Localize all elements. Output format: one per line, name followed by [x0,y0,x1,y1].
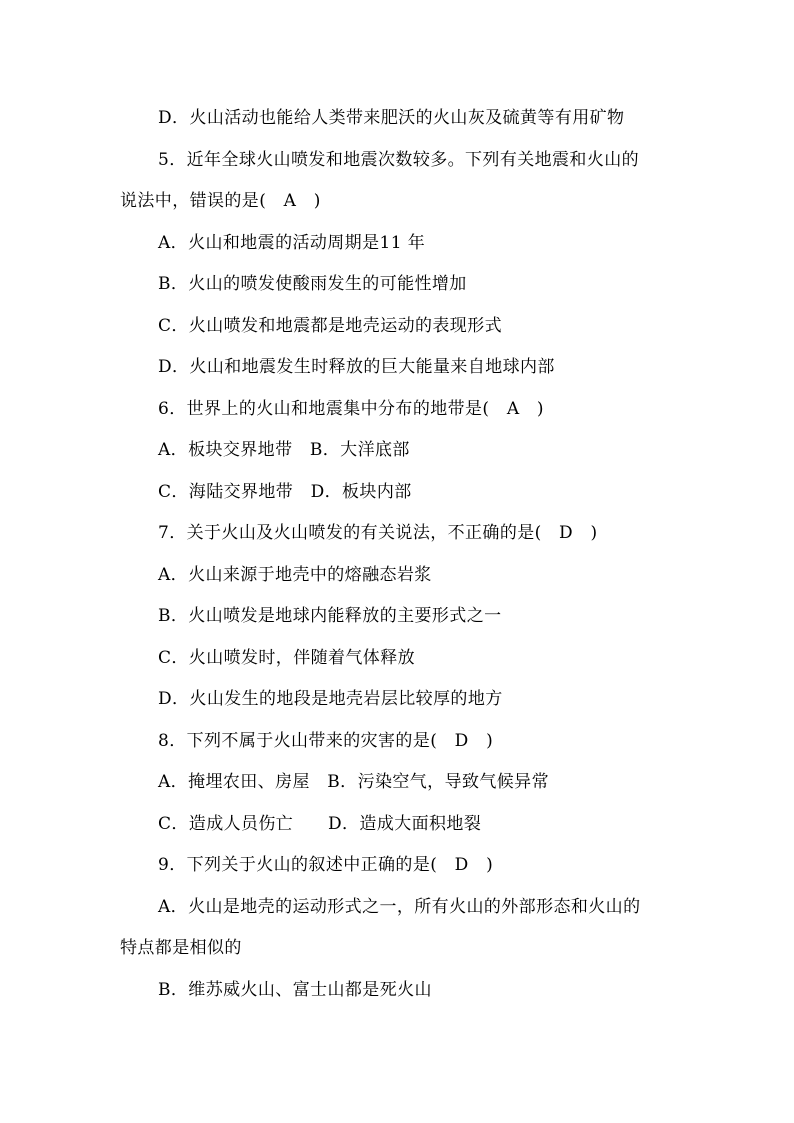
option-c-q5: C．火山喷发和地震都是地壳运动的表现形式 [158,316,503,336]
option-a-q5: A．火山和地震的活动周期是11 年 [158,233,426,253]
question-5-stem-cont: 说法中，错误的是( A ) [120,191,321,211]
option-d-q7: D．火山发生的地段是地壳岩层比较厚的地方 [158,689,503,709]
option-d-q5: D．火山和地震发生时释放的巨大能量来自地球内部 [158,357,555,377]
option-d-q4: D．火山活动也能给人类带来肥沃的火山灰及硫黄等有用矿物 [158,108,625,128]
question-9-stem: 9．下列关于火山的叙述中正确的是( D ) [158,855,494,875]
option-a-q7: A．火山来源于地壳中的熔融态岩浆 [158,565,432,585]
options-cd-q8: C．造成人员伤亡 D．造成大面积地裂 [158,814,482,834]
question-6-stem: 6．世界上的火山和地震集中分布的地带是( A ) [158,399,544,419]
question-7-stem: 7．关于火山及火山喷发的有关说法，不正确的是( D ) [158,523,598,543]
option-b-q7: B．火山喷发是地球内能释放的主要形式之一 [158,606,502,626]
option-a-q9-cont: 特点都是相似的 [120,938,242,958]
option-a-q9: A．火山是地壳的运动形式之一，所有火山的外部形态和火山的 [158,897,641,917]
options-ab-q6: A．板块交界地带 B．大洋底部 [158,440,410,460]
options-ab-q8: A．掩埋农田、房屋 B．污染空气，导致气候异常 [158,772,549,792]
options-cd-q6: C．海陆交界地带 D．板块内部 [158,482,412,502]
option-b-q9: B．维苏威火山、富士山都是死火山 [158,980,432,1000]
question-5-stem: 5．近年全球火山喷发和地震次数较多。下列有关地震和火山的 [158,150,640,170]
option-c-q7: C．火山喷发时，伴随着气体释放 [158,648,416,668]
option-b-q5: B．火山的喷发使酸雨发生的可能性增加 [158,274,467,294]
question-8-stem: 8．下列不属于火山带来的灾害的是( D ) [158,731,494,751]
